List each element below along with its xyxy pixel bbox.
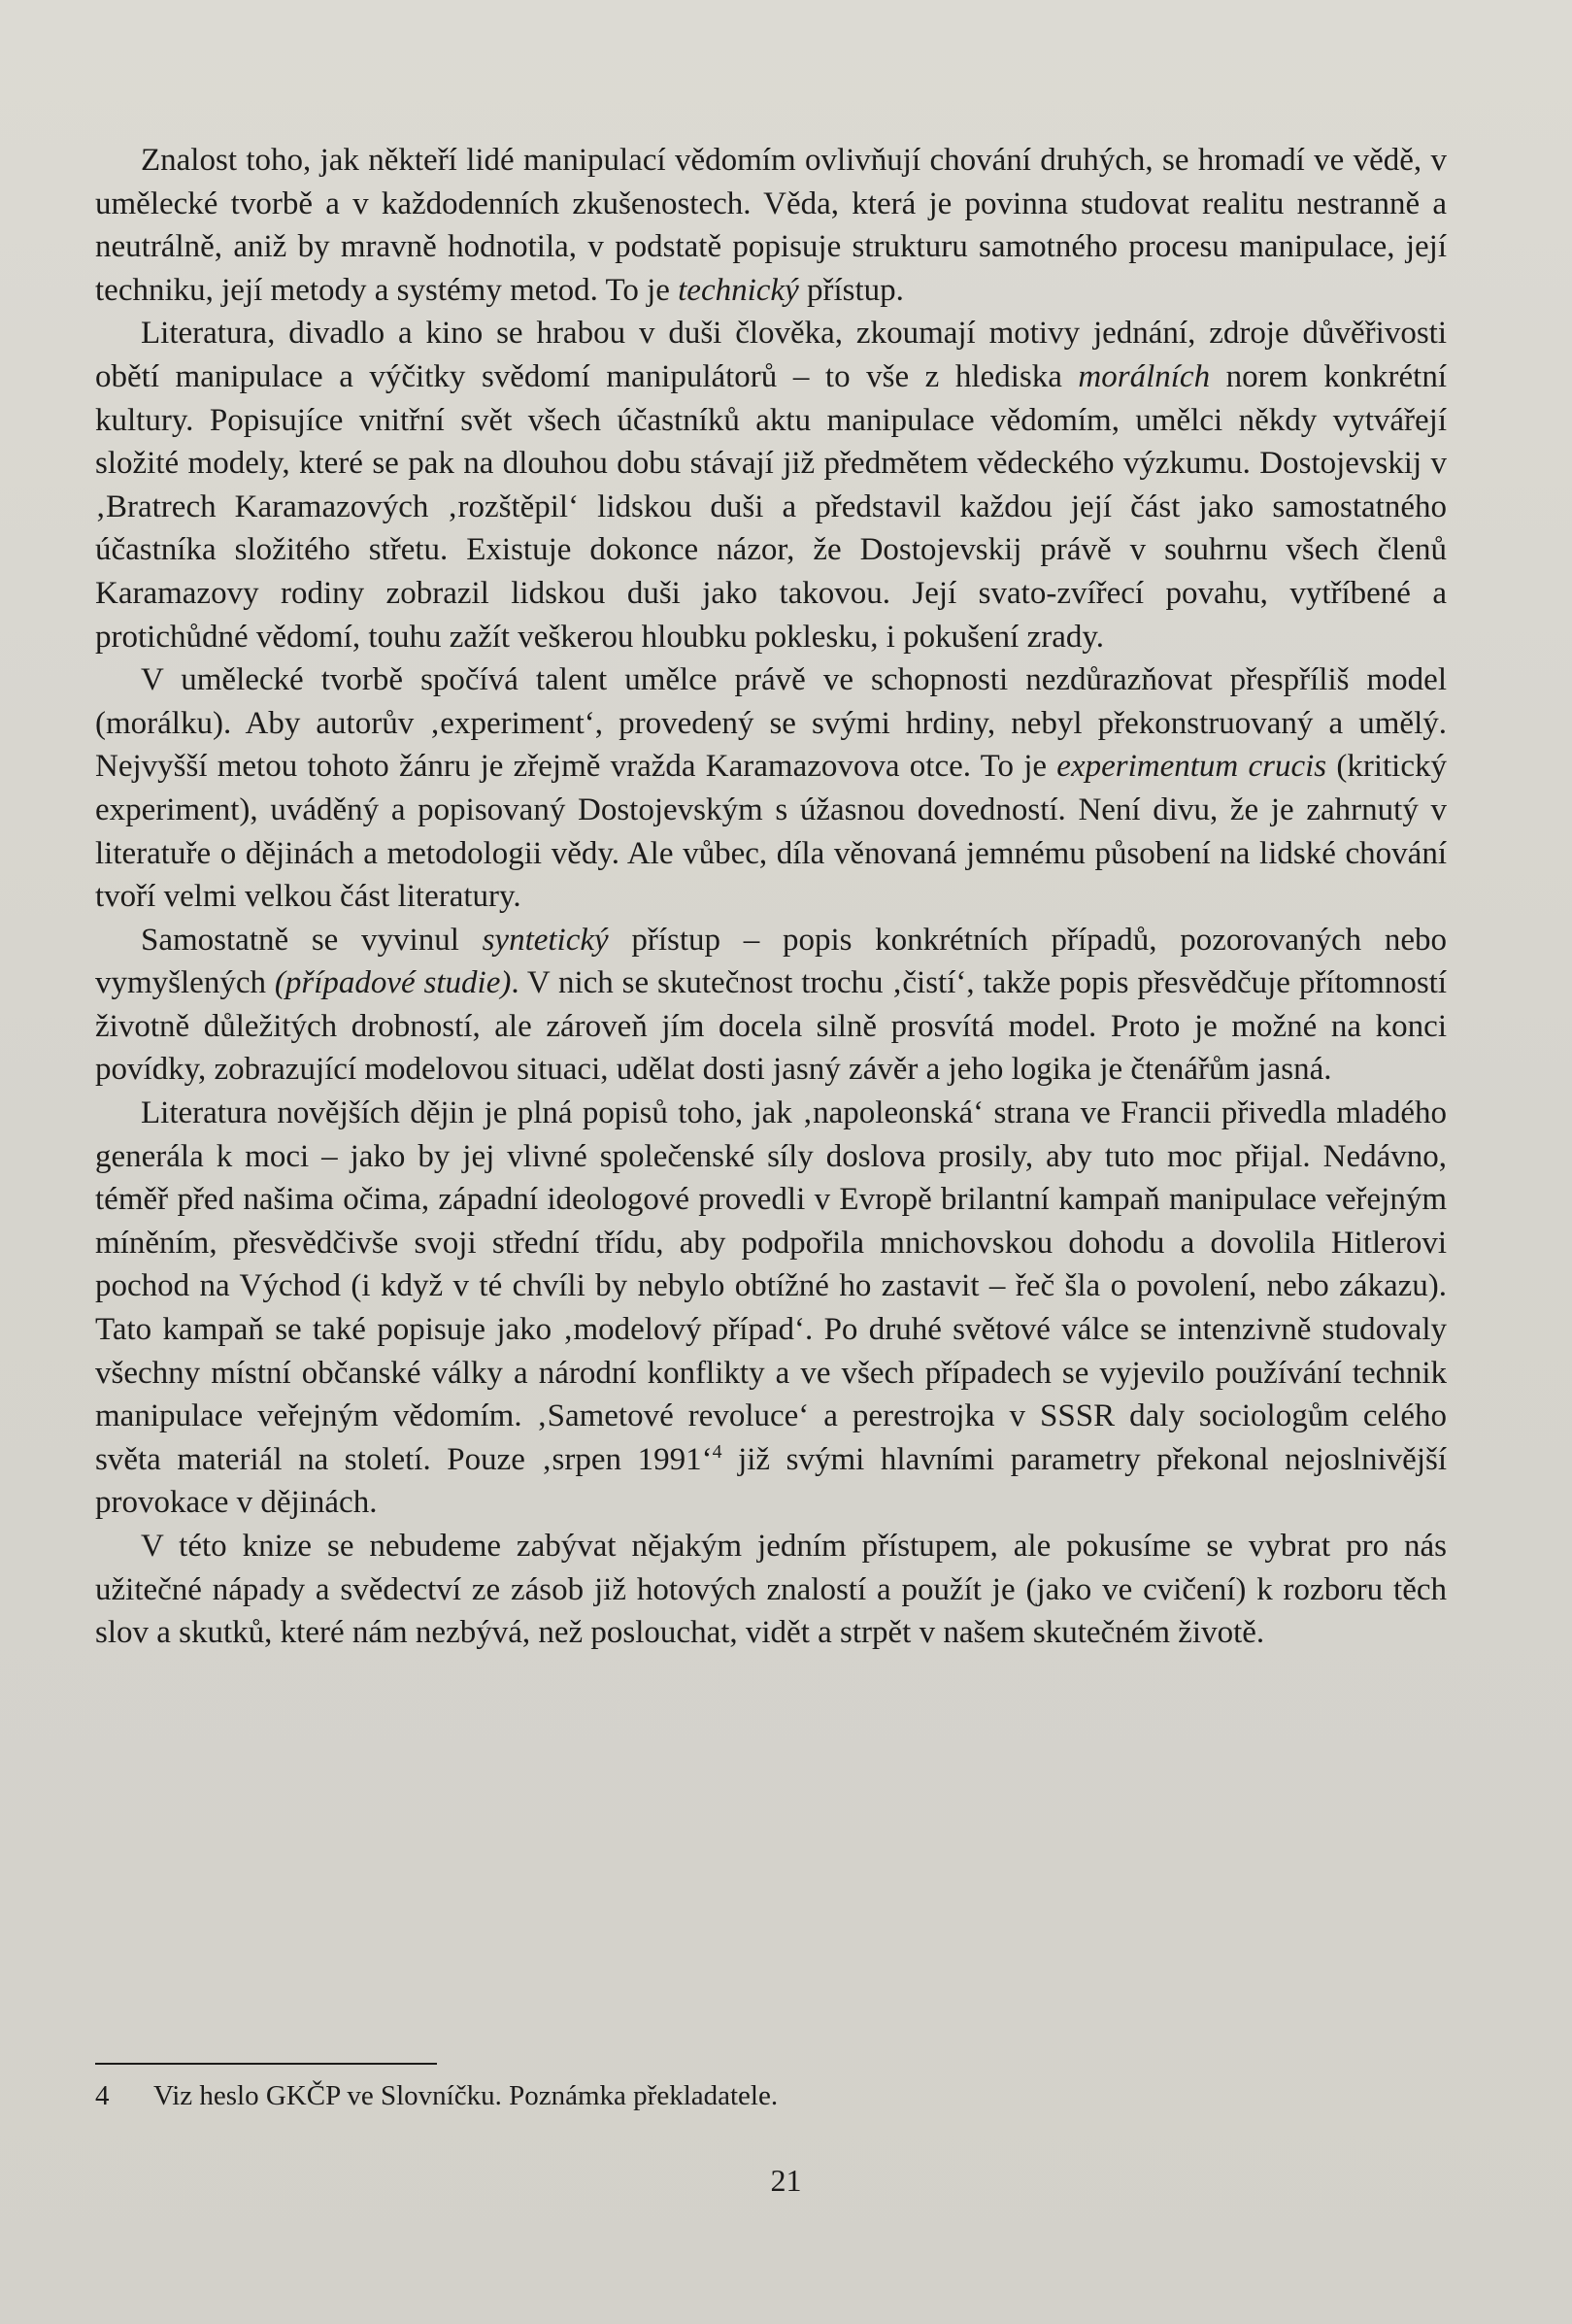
- paragraph: [95, 139, 1447, 312]
- italic-text: experimentum crucis: [1056, 749, 1327, 785]
- paragraph-text: Literatura novějších dějin je plná popisů toho, jak ‚napoleonská‘ strana ve Francii přivedla mladého generála k moci – jako by jej vlivné společenské síly doslova prosily, aby tuto moc přijal. Nedávno, téměř před našima očima, západní ideologové provedli v Evropě brilantní kampaň manipulace veřejným míněním, přesvědčivše svoji střední třídu, aby podpořila mnichovskou dohodu a dovolila Hitlerovi pochod na Východ (i když v té chvíli by nebylo obtížné ho zastavit – řeč šla o povolení, nebo zákazu). Tato kampaň se také popisuje jako ‚modelový případ‘. Po druhé světové válce se intenzivně studovaly všechny místní občanské války a národní konflikty a ve všech případech se vyjevilo používání technik manipulace veřejným vědomím. ‚Sametové revoluce‘ a perestrojka v SSSR daly sociologům celého světa materiál na století. Pouze ‚srpen 1991‘: [95, 1095, 1447, 1477]
- paragraph-text: Samostatně se vyvinul: [141, 922, 483, 958]
- paragraph: [95, 312, 1447, 658]
- italic-text: morálních: [1078, 358, 1211, 394]
- paragraph-text: norem konkrétní kultury. Popisujíce vnitřní svět všech účastníků aktu manipulace vědomím, umělci někdy vytvářejí složité modely, které se pak na dlouhou dobu stávají již předmětem vědeckého výzkumu. Dostojevskij v ‚Bratrech Karamazových ‚rozštěpil‘ lidskou duši a představil každou její část jako samostatného účastníka složitého střetu. Existuje dokonce názor, že Dostojevskij právě v souhrnu všech členů Karamazovy rodiny zobrazil lidskou duši jako takovou. Její svato-zvířecí povahu, vytříbené a protichůdné vědomí, touhu zažít veškerou hloubku poklesku, i pokušení zrady.: [95, 358, 1447, 655]
- paragraph: [95, 1092, 1447, 1525]
- footnote-separator: [95, 2063, 437, 2065]
- paragraph-text: Literatura, divadlo a kino se hrabou v duši člověka, zkoumají motivy jednání, zdroje důvěřivosti obětí manipulace a výčitky svědomí manipulátorů – to vše z hlediska: [95, 316, 1447, 394]
- footnote: [95, 2076, 1447, 2115]
- paragraph-text: (kritický experiment), uváděný a popisovaný Dostojevským s úžasnou dovedností. Není divu, že je zahrnutý v literatuře o dějinách a metodologii vědy. Ale vůbec, díla věnovaná jemnému působení na lidské chování tvoří velmi velkou část literatury.: [95, 749, 1447, 915]
- paragraph-text: V umělecké tvorbě spočívá talent umělce právě ve schopnosti nezdůrazňovat přespříliš model (morálku). Aby autorův ‚experiment‘, provedený se svými hrdiny, nebyl překonstruovaný a umělý. Nejvyšší metou tohoto žánru je zřejmě vražda Karamazovova otce. To je: [95, 662, 1447, 785]
- paragraph-text: Znalost toho, jak někteří lidé manipulací vědomím ovlivňují chování druhých, se hromadí ve vědě, v umělecké tvorbě a v každodenních zkušenostech. Věda, která je povinna studovat realitu nestranně a neutrálně, aniž by mravně hodnotila, v podstatě popisuje strukturu samotného procesu manipulace, její techniku, její metody a systémy metod. To je: [95, 143, 1447, 308]
- body-text: [95, 139, 1447, 1655]
- paragraph-text: přístup – popis konkrétních případů, pozorovaných nebo vymyšlených: [95, 922, 1448, 1001]
- italic-text: technický: [678, 272, 799, 308]
- footnote-text: Viz heslo GKČP ve Slovníčku. Poznámka překladatele.: [153, 2080, 779, 2111]
- italic-text: syntetický: [482, 922, 609, 958]
- paragraph: [95, 658, 1447, 919]
- paragraph-text: přístup.: [798, 272, 904, 308]
- paragraph: [95, 1525, 1447, 1655]
- italic-text: (případové studie): [274, 965, 512, 1001]
- footnote-number: 4: [95, 2080, 110, 2111]
- page-number: 21: [770, 2163, 802, 2198]
- paragraph: [95, 919, 1447, 1092]
- paragraph-text: již svými hlavními parametry překonal nejoslnivější provokace v dějinách.: [95, 1441, 1448, 1521]
- paragraph-text: V této knize se nebudeme zabývat nějakým jedním přístupem, ale pokusíme se vybrat pro nás užitečné nápady a svědectví ze zásob již hotových znalostí a použít je (jako ve cvičení) k rozboru těch slov a skutků, které nám nezbývá, než poslouchat, vidět a strpět v našem skutečném životě.: [95, 1529, 1447, 1651]
- footnote-reference: 4: [712, 1440, 722, 1463]
- paragraph-text: . V nich se skutečnost trochu ‚čistí‘, takže popis přesvědčuje přítomností životně důležitých drobností, ale zároveň jím docela silně prosvítá model. Proto je možné na konci povídky, zobrazující modelovou situaci, udělat dosti jasný závěr a jeho logika je čtenářům jasná.: [95, 965, 1447, 1088]
